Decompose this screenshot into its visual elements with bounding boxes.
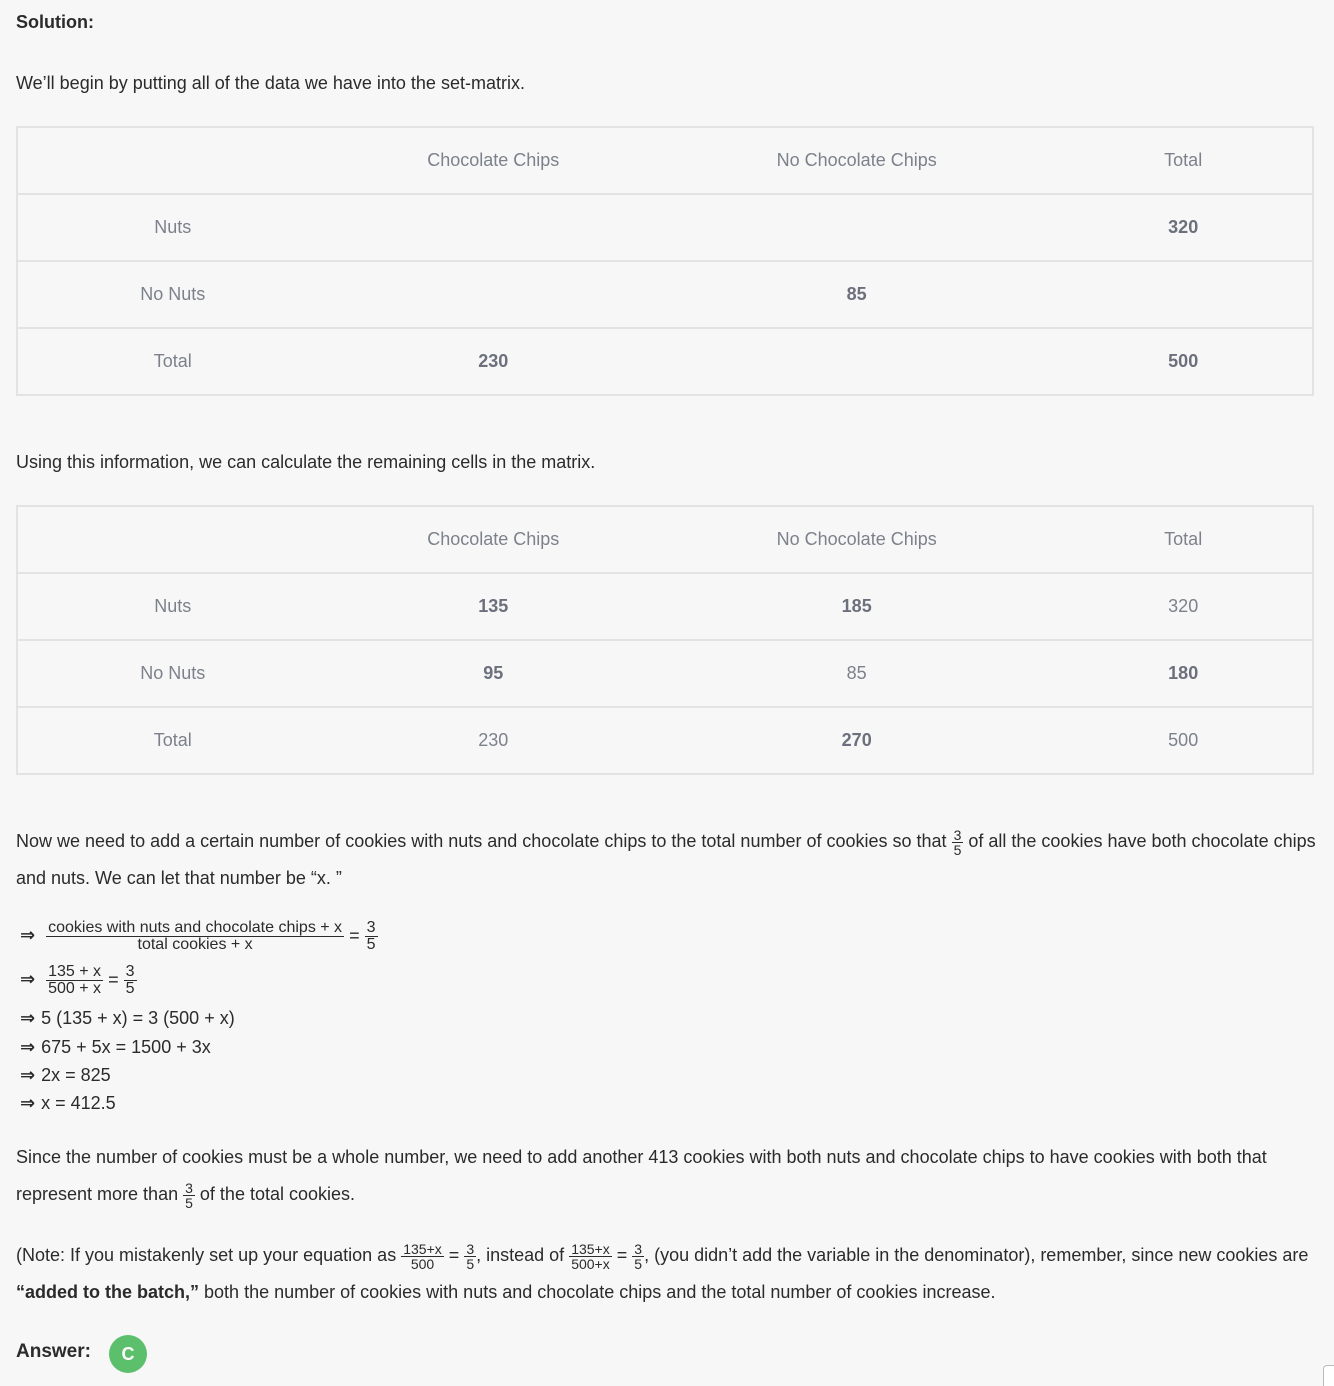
table-cell: No Chocolate Chips: [776, 150, 937, 170]
fraction-denominator: 5: [366, 936, 376, 953]
fraction-denominator: 5: [953, 841, 962, 858]
para-text: of all the cookies have both chocolate chips and nuts. We can let that number be “x. ”: [16, 831, 1316, 888]
note-text: , (you didn’t add the variable in the denominator), remember, since new cookies are: [644, 1245, 1309, 1265]
equals-sign: =: [349, 925, 360, 946]
para-conclusion: [16, 1139, 1316, 1213]
table-cell: 270: [659, 707, 1054, 774]
set-matrix-initial: [16, 126, 1314, 396]
table-cell: Chocolate Chips: [427, 529, 560, 549]
table-cell: Total: [17, 707, 327, 774]
para-text: Since the number of cookies must be a whole number, we need to add another 413 cookies with both nuts and chocolate chips to have cookies with both that represent more than: [16, 1147, 1267, 1204]
fraction-numerator: 3: [366, 919, 376, 936]
fraction-denominator: total cookies + x: [137, 936, 253, 953]
fraction: [464, 1242, 476, 1271]
table-cell: Nuts: [17, 573, 327, 640]
equation-5: [20, 1065, 111, 1086]
fraction-denominator: 5: [634, 1255, 643, 1272]
fraction: [365, 920, 378, 953]
intro-paragraph: We’ll begin by putting all of the data we have into the set-matrix.: [16, 73, 525, 93]
table-cell: Chocolate Chips: [427, 150, 560, 170]
fraction: [401, 1242, 444, 1271]
table-cell: Total: [1164, 150, 1203, 170]
fraction-denominator: 5: [185, 1194, 193, 1211]
implies-arrow: ⇒: [20, 925, 36, 946]
scroll-corner: [1323, 1365, 1334, 1386]
para-calculate: Using this information, we can calculate the remaining cells in the matrix.: [16, 452, 596, 472]
fraction-numerator: cookies with nuts and chocolate chips + x: [48, 919, 343, 936]
table-cell: [327, 261, 659, 328]
fraction-numerator: 3: [125, 963, 135, 980]
table-row: [17, 194, 1313, 261]
table-row: [17, 707, 1313, 774]
fraction: [183, 1181, 195, 1210]
equation-4: [20, 1037, 211, 1058]
fraction-denominator: 500+x: [571, 1255, 610, 1272]
equation-text: 675 + 5x = 1500 + 3x: [41, 1037, 211, 1057]
table-cell: [659, 194, 1054, 261]
fraction: [952, 828, 964, 857]
note-text: (Note: If you mistakenly set up your equation as: [16, 1245, 397, 1265]
note-emphasis: “added to the batch,”: [16, 1282, 200, 1302]
para-text: Now we need to add a certain number of cookies with nuts and chocolate chips to the total number of cookies so that: [16, 831, 947, 851]
table-cell: 95: [327, 640, 659, 707]
table-cell: No Nuts: [17, 640, 327, 707]
implies-arrow: ⇒: [20, 1037, 36, 1057]
table-row: [17, 261, 1313, 328]
fraction-denominator: 5: [466, 1255, 475, 1272]
table-cell: [17, 506, 327, 573]
solution-heading: Solution:: [16, 12, 94, 32]
fraction: [569, 1242, 612, 1271]
table-cell: 135: [327, 573, 659, 640]
table-cell: No Chocolate Chips: [776, 529, 937, 549]
implies-arrow: ⇒: [20, 1093, 36, 1113]
para-text: of the total cookies.: [199, 1184, 356, 1204]
fraction: [46, 920, 344, 953]
fraction-numerator: 3: [953, 826, 962, 843]
fraction: [124, 964, 137, 997]
table-cell: 500: [1054, 328, 1313, 395]
fraction-numerator: 135+x: [571, 1240, 610, 1257]
equation-2: [20, 964, 137, 997]
table-cell: [1054, 261, 1313, 328]
answer-label: Answer:: [16, 1341, 91, 1362]
note-text: both the number of cookies with nuts and chocolate chips and the total number of cookies increase.: [204, 1282, 996, 1302]
equals-sign: =: [616, 1245, 628, 1265]
equation-text: 5 (135 + x) = 3 (500 + x): [41, 1008, 235, 1028]
table-cell: 320: [1054, 194, 1313, 261]
para-setup: [16, 823, 1316, 897]
fraction: [632, 1242, 644, 1271]
table-row: [17, 328, 1313, 395]
table-cell: [327, 194, 659, 261]
equation-6: [20, 1093, 116, 1114]
equation-text: x = 412.5: [41, 1093, 116, 1113]
fraction-numerator: 3: [466, 1240, 475, 1257]
equals-sign: =: [448, 1245, 460, 1265]
fraction-numerator: 135+x: [403, 1240, 442, 1257]
table-cell: 85: [659, 640, 1054, 707]
table-cell: Total: [1164, 529, 1203, 549]
fraction-denominator: 500 + x: [48, 980, 102, 997]
note-text: , instead of: [476, 1245, 565, 1265]
equation-1: [20, 920, 378, 953]
implies-arrow: ⇒: [20, 969, 36, 990]
table-cell: [17, 127, 327, 194]
table-cell: Total: [17, 328, 327, 395]
fraction-numerator: 3: [185, 1179, 193, 1196]
table-cell: 500: [1054, 707, 1313, 774]
equation-text: 2x = 825: [41, 1065, 111, 1085]
table-cell: No Nuts: [17, 261, 327, 328]
fraction-numerator: 135 + x: [48, 963, 102, 980]
table-row: [17, 640, 1313, 707]
fraction-denominator: 5: [125, 980, 135, 997]
table-cell: 180: [1054, 640, 1313, 707]
table-cell: Nuts: [17, 194, 327, 261]
table-cell: 230: [327, 328, 659, 395]
equals-sign: =: [108, 969, 119, 990]
answer-choice-badge: C: [109, 1335, 147, 1373]
fraction: [46, 964, 103, 997]
table-row: [17, 573, 1313, 640]
table-cell: 185: [659, 573, 1054, 640]
note-paragraph: [16, 1237, 1316, 1311]
fraction-denominator: 500: [410, 1255, 435, 1272]
table-header-row: [17, 127, 1313, 194]
table-header-row: [17, 506, 1313, 573]
set-matrix-complete: [16, 505, 1314, 775]
implies-arrow: ⇒: [20, 1008, 36, 1028]
fraction-numerator: 3: [634, 1240, 643, 1257]
table-cell: 320: [1054, 573, 1313, 640]
table-cell: 230: [327, 707, 659, 774]
table-cell: [659, 328, 1054, 395]
equation-3: [20, 1008, 235, 1029]
table-cell: 85: [659, 261, 1054, 328]
implies-arrow: ⇒: [20, 1065, 36, 1085]
